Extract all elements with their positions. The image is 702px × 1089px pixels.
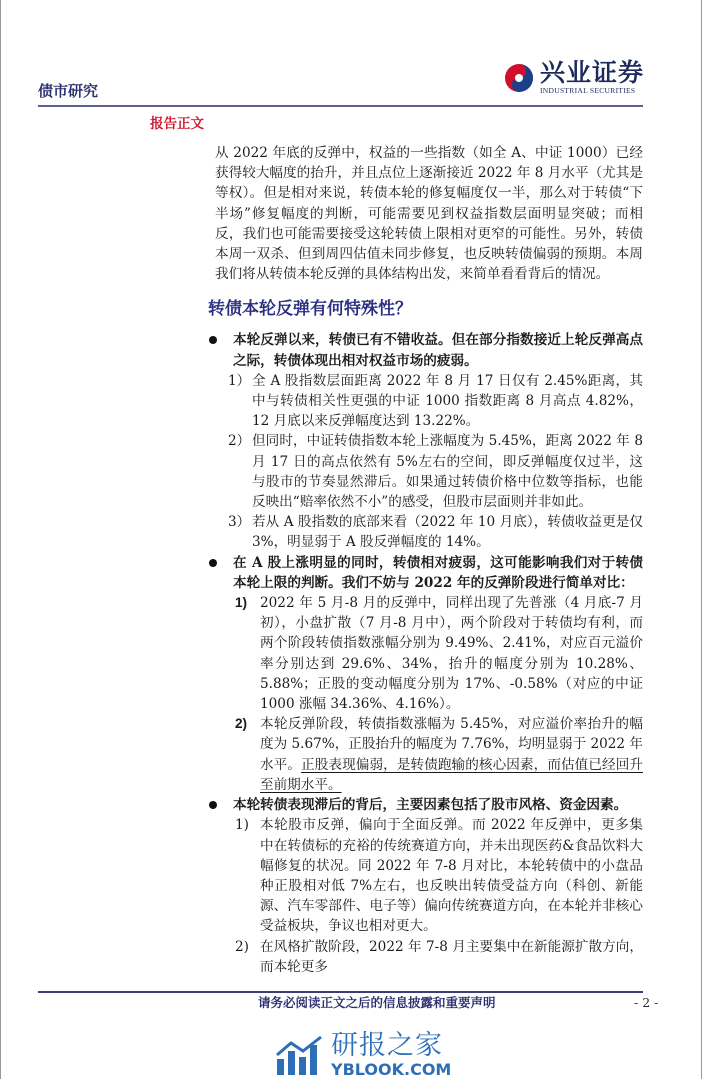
bar-chart-icon: [275, 1035, 325, 1075]
item-number: 3）: [228, 514, 251, 531]
item-text-wrapper: [260, 714, 643, 795]
list-item: [228, 512, 643, 552]
section-heading: 转债本轮反弹有何特殊性？: [208, 299, 412, 320]
list-item: [228, 431, 643, 512]
item-number: 2）: [228, 433, 251, 450]
intro-paragraph: 从 2022 年底的反弹中，权益的一些指数（如全 A、中证 1000）已经获得较大幅度的抬升，并且点位上逐渐接近 2022 年 8 月水平（尤其是等权）。但是相对来说，转债本轮的修复幅度仅一半，那么对于转债“下半场”修复幅度的判断，可能需要见到权益指数层面明显突破；而相反，我们也可能需要接受这轮转债上限相对更窄的可能性。另外，转债本周一双杀、但到周四估值未同步修复，也反映转债偏弱的预期。本周我们将从转债本轮反弹的具体结构出发，来简单看看背后的情况。: [215, 145, 643, 283]
report-category: 债市研究: [38, 82, 99, 100]
list-item: [235, 714, 643, 795]
item-number: 2): [235, 938, 249, 955]
watermark-name-en: YBLOOK.COM: [331, 1059, 452, 1079]
item-text: 本轮股市反弹，偏向于全面反弹。而 2022 年反弹中，更多集中在转债标的充裕的传统赛道方向，并未出现医药&食品饮料大幅修复的状况。同 2022 年 7-8 月对比，本轮转债中的小盘品种正股相对低 7%左右，也反映出转债受益方向（科创、新能源、汽车零部件、电子等）偏向传统赛道方向，在本轮并非核心受益板块，争议也相对更大。: [260, 817, 643, 935]
item-number: 1): [235, 817, 249, 834]
item-number: 1）: [228, 372, 251, 389]
list-item: [235, 593, 643, 714]
list-item: [228, 371, 643, 432]
bullet-text: 在 A 股上涨明显的同时，转债相对疲弱，这可能影响我们对于转债本轮上限的判断。我们不妨与 2022 年的反弹阶段进行简单对比：: [233, 554, 643, 591]
brand-swirl-icon: [504, 63, 534, 93]
item-text: 若从 A 股指数的底部来看（2022 年 10 月底），转债收益更是仅 3%，明显弱于 A 股反弹幅度的 14%。: [252, 514, 643, 551]
brand-name-en: INDUSTRIAL SECURITIES: [540, 86, 636, 95]
brand-name-cn: 兴业证券: [540, 58, 645, 87]
footer-divider: [38, 991, 643, 993]
bullet-point: [209, 795, 643, 815]
page-number: - 2 -: [634, 994, 659, 1010]
report-body: [0, 113, 702, 977]
watermark: [275, 1031, 702, 1079]
list-item: [235, 815, 643, 936]
item-text: 在风格扩散阶段，2022 年 7-8 月主要集中在新能源扩散方向，而本轮更多: [260, 938, 643, 975]
bullet-icon: [209, 801, 217, 809]
watermark-name-cn: 研报之家: [331, 1029, 443, 1061]
item-text: 但同时，中证转债指数本轮上涨幅度为 5.45%，距离 2022 年 8 月 17 日的高点依然有 5%左右的空间，即反弹幅度仅过半，这与股市的节奏显然滞后。如果通过转债价格中位数等指标，也能反映出“赔率依然不小”的感受，但股市层面则并非如此。: [252, 433, 643, 511]
bullet-icon: [209, 559, 217, 567]
bullet-point: [209, 330, 643, 370]
section-label: 报告正文: [150, 116, 204, 132]
item-text: 2022 年 5 月-8 月的反弹中，同样出现了先普涨（4 月底-7 月初），小盘扩散（7 月-8 月中），两个阶段对于转债均有利，而两个阶段转债指数涨幅分别为 9.49%、2.41%，对应百元溢价率分别达到 29.6%、34%，抬升的幅度分别为 10.28%、5.88%；正股的变动幅度分别为 17%、-0.58%（对应的中证 1000 涨幅 34.36%、4.16%）。: [260, 595, 643, 713]
underlined-conclusion: 正股表现偏弱，是转债跑输的核心因素，而估值已经回升至前期水平。: [260, 756, 643, 793]
bullet-point: [209, 553, 643, 593]
page-header: [0, 0, 702, 113]
brand-logo: [504, 60, 644, 95]
item-text: 本轮反弹阶段，转债指数涨幅为 5.45%，对应溢价率抬升的幅度为 5.67%，正股抬升的幅度为 7.76%，均明显弱于 2022 年水平。: [260, 716, 643, 773]
bullet-icon: [209, 336, 217, 344]
item-text: 全 A 股指数层面距离 2022 年 8 月 17 日仅有 2.45%距离，其中与转债相关性更强的中证 1000 指数距离 8 月高点 4.82%，12 月底以来反弹幅度达到 13.22%。: [252, 372, 643, 430]
item-number: 2): [235, 716, 248, 732]
list-item: [235, 937, 643, 977]
page-footer: [0, 991, 702, 1031]
bullet-text: 本轮反弹以来，转债已有不错收益。但在部分指数接近上轮反弹高点之际，转债体现出相对权益市场的疲弱。: [233, 332, 643, 369]
item-number: 1): [235, 595, 248, 611]
footer-disclaimer: 请务必阅读正文之后的信息披露和重要声明: [258, 994, 496, 1010]
header-divider: [38, 105, 643, 107]
bullet-text: 本轮转债表现滞后的背后，主要因素包括了股市风格、资金因素。: [233, 797, 628, 814]
